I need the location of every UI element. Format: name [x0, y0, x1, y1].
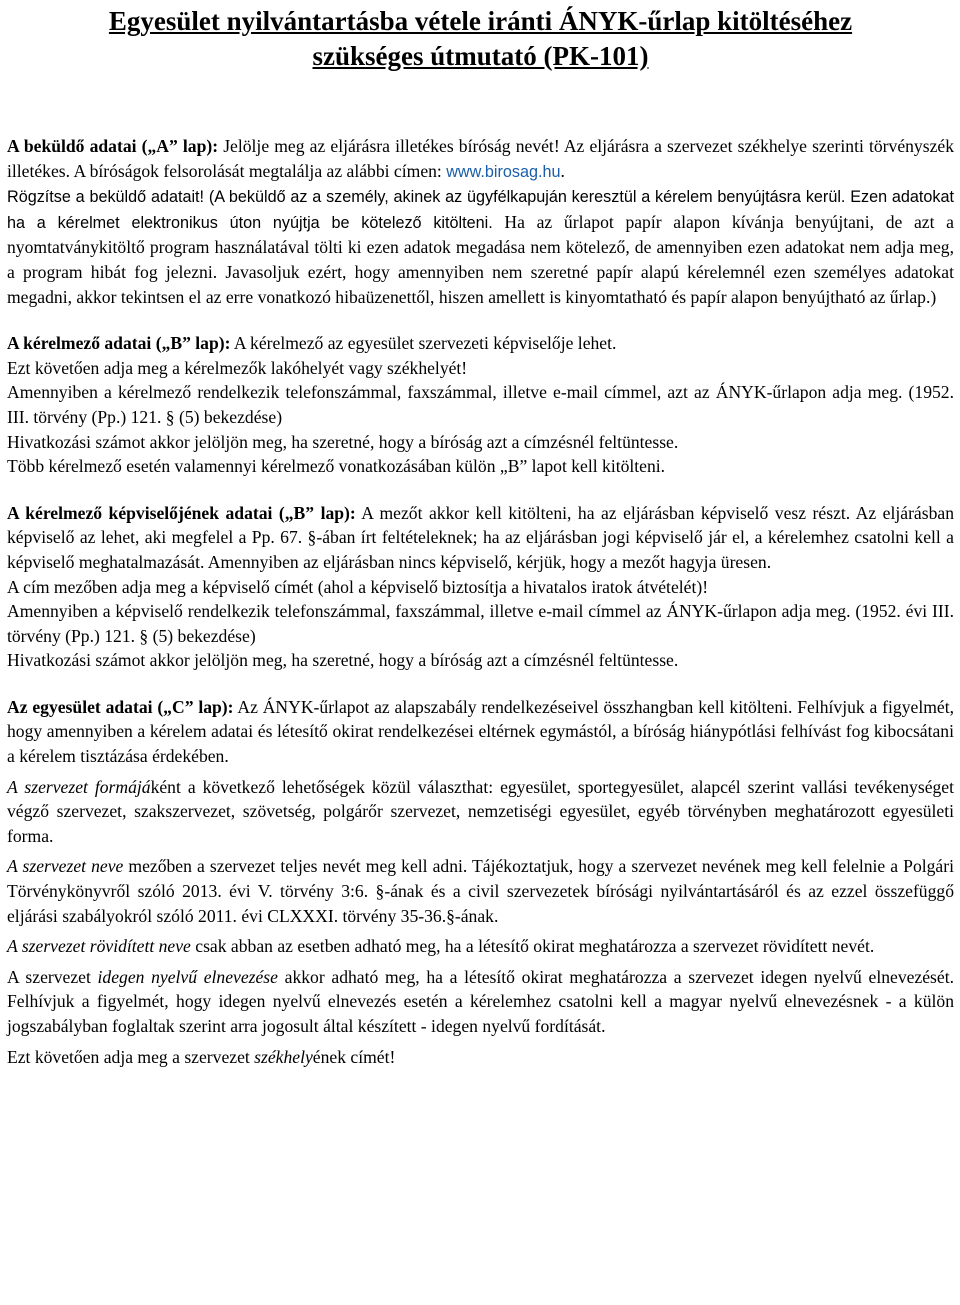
- section-bk-p2: A cím mezőben adja meg a képviselő címét (ahol a képviselő biztosítja a hivatalos iratok átvételét)!: [7, 576, 709, 597]
- section-a-text-end: .: [560, 160, 565, 181]
- section-b-text-1: A kérelmező az egyesület szervezeti képviselője lehet.: [230, 333, 617, 354]
- document-title: [7, 4, 954, 74]
- section-c-heading: Az egyesület adatai („C” lap):: [7, 696, 234, 717]
- section-c-text-1: Az ÁNYK-űrlapot az alapszabály rendelkezéseivel összhangban kell kitölteni. Felhívjuk a figyelmét, hogy amennyiben a kérelem adatai és létesítő okirat rendelkezései eltérnek egymástól, a bíróság hiánypótlási felhívást fog kibocsátani a kérelem tisztázása érdekében.: [7, 696, 955, 767]
- section-c-idegen: [7, 965, 954, 1039]
- section-c-p1: [7, 695, 954, 769]
- szekhely-term: székhely: [254, 1046, 313, 1067]
- idegen-text: akkor adható meg, ha a létesítő okirat meghatározza a szervezet idegen nyelvű elnevezését. Felhívjuk a figyelmét, hogy idegen nyelvű elnevezés esetén a kérelemhez csatolni kell a magyar nyelvű elnevezésnek - a külön jogszabályban foglaltak szerint arra jogosult által készített - idegen nyelvű fordítását.: [7, 966, 954, 1036]
- section-bk-p3: Amennyiben a képviselő rendelkezik telefonszámmal, faxszámmal, illetve e-mail címmel az ÁNYK-űrlapon adja meg. (1952. évi III. törvény (Pp.) 121. § (5) bekezdése): [7, 601, 954, 646]
- section-a-sans-text: Rögzítse a beküldő adatait! (A beküldő az a személy, akinek az ügyfélkapuján keresztül a kérelem benyújtásra kerül. Ezen adatokat ha a kérelmet elektronikus úton nyújtja be kötelező kitölteni.: [7, 188, 954, 232]
- section-a-paper-text: Ha az űrlapot papír alapon kívánja benyújtani, de azt a nyomtatványkitöltő program használatával tölti ki ezen adatok megadása nem kötelező, de amennyiben ezen adatokat nem adja meg, a program hibát fog jelezni. Javasoljuk ezért, hogy amennyiben nem szeretné papír alapú kérelemnél ezen személyes adatokat megadni, akkor tekintsen el az erre vonatkozó hibaüzenettől, hiszen amellett is kinyomtatható és papír alapon benyújtható az űrlap.): [7, 211, 954, 307]
- birosag-link[interactable]: www.birosag.hu: [446, 162, 561, 181]
- title-line-2: szükséges útmutató (PK-101): [312, 41, 649, 71]
- szekhely-text: ének címét!: [312, 1046, 396, 1067]
- section-bk-heading: A kérelmező képviselőjének adatai („B” lap):: [7, 502, 356, 523]
- section-b: [7, 331, 954, 479]
- section-b-line-1: [7, 331, 954, 356]
- section-a-intro: [7, 134, 954, 184]
- title-line-1: Egyesület nyilvántartásba vétele iránti ÁNYK-űrlap kitöltéséhez: [108, 6, 853, 36]
- section-b-line-4: Hivatkozási számot akkor jelöljön meg, ha szeretné, hogy a bíróság azt a címzésnél feltüntesse.: [7, 431, 679, 452]
- section-a-details: [7, 184, 954, 309]
- neve-text: mezőben a szervezet teljes nevét meg kell adni. Tájékoztatjuk, hogy a szervezet nevének meg kell felelnie a Polgári Törvénykönyvről szóló 2013. évi V. törvény 3:6. §-ának és a civil szervezetek bírósági nyilvántartásáról és az ezzel összefüggő eljárási szabályokról szóló 2011. évi CLXXXI. törvény 35-36.§-ának.: [7, 856, 954, 926]
- szekhely-prefix: Ezt követően adja meg a szervezet: [7, 1046, 255, 1067]
- idegen-prefix: A szervezet: [7, 966, 98, 987]
- section-b-line-3: Amennyiben a kérelmező rendelkezik telefonszámmal, faxszámmal, illetve e-mail címmel, azt az ÁNYK-űrlapon adja meg. (1952. III. törvény (Pp.) 121. § (5) bekezdése): [7, 382, 954, 427]
- rovidített-text: csak abban az esetben adható meg, ha a létesítő okirat meghatározza a szervezet rövidített nevét.: [190, 936, 875, 957]
- idegen-term: idegen nyelvű elnevezése: [97, 966, 278, 987]
- section-a-text: Jelölje meg az eljárásra illetékes bíróság nevét! Az eljárásra a szervezet székhelye szerinti törvényszék illetékes. A bíróságok felsorolását megtalálja az alábbi címen:: [7, 136, 954, 181]
- section-bk-p4: Hivatkozási számot akkor jelöljön meg, ha szeretné, hogy a bíróság azt a címzésnél feltüntesse.: [7, 650, 679, 671]
- section-b-heading: A kérelmező adatai („B” lap):: [7, 333, 231, 354]
- section-c-forma: [7, 775, 954, 849]
- forma-term: A szervezet formájá: [7, 776, 151, 797]
- section-c: [7, 695, 954, 1069]
- forma-text: ként a következő lehetőségek közül választhat: egyesület, sportegyesület, alapcél szerint vallási tevékenységet végző szervezet, szakszervezet, szövetség, polgárőr szervezet, nemzetiségi egyesület, egyéb törvényben meghatározott egyesületi forma.: [7, 776, 954, 846]
- neve-term: A szervezet neve: [7, 856, 124, 877]
- section-c-neve: [7, 854, 954, 928]
- section-b-line-2: Ezt követően adja meg a kérelmezők lakóhelyét vagy székhelyét!: [7, 357, 468, 378]
- section-b-representative: [7, 501, 954, 673]
- section-a: [7, 134, 954, 309]
- section-a-heading: A beküldő adatai („A” lap):: [7, 136, 219, 156]
- section-b-line-5: Több kérelmező esetén valamennyi kérelmező vonatkozásában külön „B” lapot kell kitölteni.: [7, 456, 666, 477]
- section-c-szekhely: [7, 1045, 954, 1070]
- section-bk-p1: [7, 501, 954, 575]
- rovidített-term: A szervezet rövidített neve: [7, 936, 191, 957]
- section-bk-text-1: A mezőt akkor kell kitölteni, ha az eljárásban képviselő vesz részt. Az eljárásban képviselő az lehet, aki megfelel a Pp. 67. §-ában írt feltételeknek; ha az eljárásban jogi képviselő jár el, a kérelemhez csatolni kell a képviselő meghatalmazását. Amennyiben az eljárásban nincs képviselő, kérjük, hogy a mezőt hagyja üresen.: [7, 502, 954, 572]
- section-c-rovidített: [7, 934, 954, 959]
